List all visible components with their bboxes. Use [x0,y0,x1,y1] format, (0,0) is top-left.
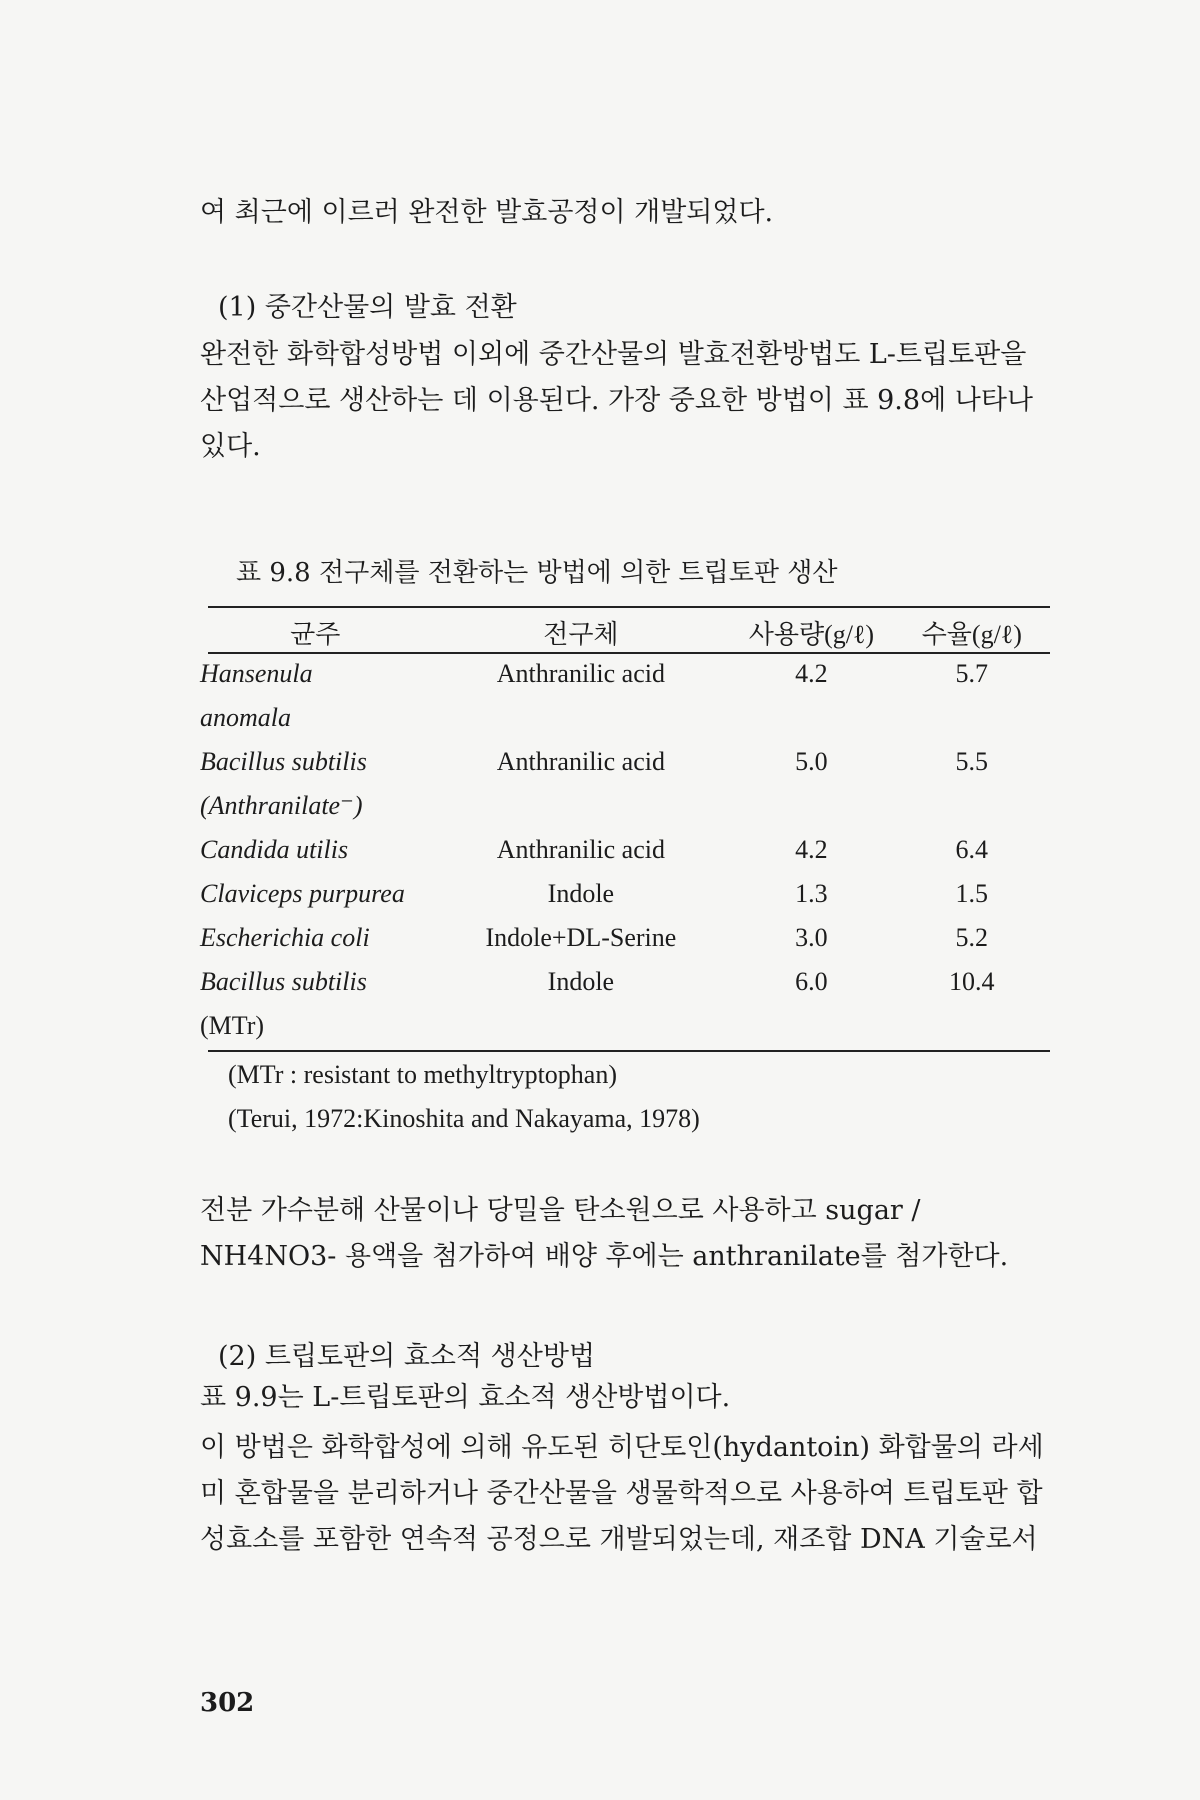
section-heading-2: (2) 트립토판의 효소적 생산방법 [218,1341,595,1372]
strain-cell-line2: (MTr) [200,1011,265,1040]
precursor-cell: Anthranilic acid [496,659,665,688]
strain-cell: Candida utilis [200,835,349,864]
precursor-cell: Anthranilic acid [496,747,665,776]
precursor-cell: Indole+DL-Serine [485,923,677,952]
usage-cell: 1.3 [795,879,828,908]
paragraph-4: 이 방법은 화학합성에 의해 유도된 히단토인(hydantoin) 화합물의 라세미 혼합물을 분리하거나 중간산물을 생물학적으로 사용하여 트립토판 합성효소를 포함한 연속적 공정으로 개발되었는데, 재조합 DNA 기술로서 [200,1432,1044,1555]
table-row [200,960,1052,1004]
strain-cell: Escherichia coli [200,923,370,952]
strain-cell-line2: (Anthranilate⁻) [200,791,363,820]
table-caption: 표 9.8 전구체를 전환하는 방법에 의한 트립토판 생산 [236,558,838,588]
yield-cell: 5.5 [955,747,989,776]
table-note-abbreviation: (MTr : resistant to methyltryptophan) [228,1060,618,1089]
text-line-top: 여 최근에 이르러 완전한 발효공정이 개발되었다. [200,197,774,228]
strain-cell: Claviceps purpurea [200,879,405,908]
strain-cell: Hansenula [200,659,313,688]
table-top-rule [208,606,1050,608]
table-row-continuation [200,1004,1052,1048]
paragraph-1: 완전한 화학합성방법 이외에 중간산물의 발효전환방법도 L-트립토판을 산업적으로 생산하는 데 이용된다. 가장 중요한 방법이 표 9.8에 나타나 있다. [200,339,1033,462]
table-header-row [200,612,1052,652]
page-number: 302 [200,1688,255,1718]
table-row-continuation [200,784,1052,828]
table-row [200,652,1052,696]
strain-cell-line2: anomala [200,703,291,732]
col-header-precursor: 전구체 [543,619,619,649]
usage-cell: 4.2 [795,835,828,864]
strain-cell: Bacillus subtilis [200,747,367,776]
usage-cell: 5.0 [795,747,828,776]
yield-cell: 10.4 [949,967,995,996]
yield-cell: 5.7 [955,659,989,688]
table-note-source: (Terui, 1972:Kinoshita and Nakayama, 1978) [228,1104,700,1133]
usage-cell: 6.0 [795,967,828,996]
col-header-yield: 수율(g/ℓ) [921,619,1022,649]
precursor-cell: Indole [547,879,615,908]
precursor-cell: Indole [547,967,615,996]
section-heading-1: (1) 중간산물의 발효 전환 [218,292,517,323]
table-bottom-rule [208,1050,1050,1052]
yield-cell: 1.5 [955,879,989,908]
strain-cell: Bacillus subtilis [200,967,367,996]
col-header-strain: 균주 [290,619,341,649]
yield-cell: 6.4 [955,835,989,864]
table-row [200,916,1052,960]
table-row [200,828,1052,872]
usage-cell: 3.0 [795,923,828,952]
tryptophan-production-table [200,612,1052,1048]
usage-cell: 4.2 [795,659,828,688]
col-header-usage: 사용량(g/ℓ) [748,619,875,649]
table-row [200,872,1052,916]
yield-cell: 5.2 [955,923,989,952]
table-row [200,740,1052,784]
table-row-continuation [200,696,1052,740]
precursor-cell: Anthranilic acid [496,835,665,864]
paragraph-2: 전분 가수분해 산물이나 당밀을 탄소원으로 사용하고 sugar / NH4NO3- 용액을 첨가하여 배양 후에는 anthranilate를 첨가한다. [200,1195,1009,1272]
paragraph-3: 표 9.9는 L-트립토판의 효소적 생산방법이다. [200,1382,731,1413]
